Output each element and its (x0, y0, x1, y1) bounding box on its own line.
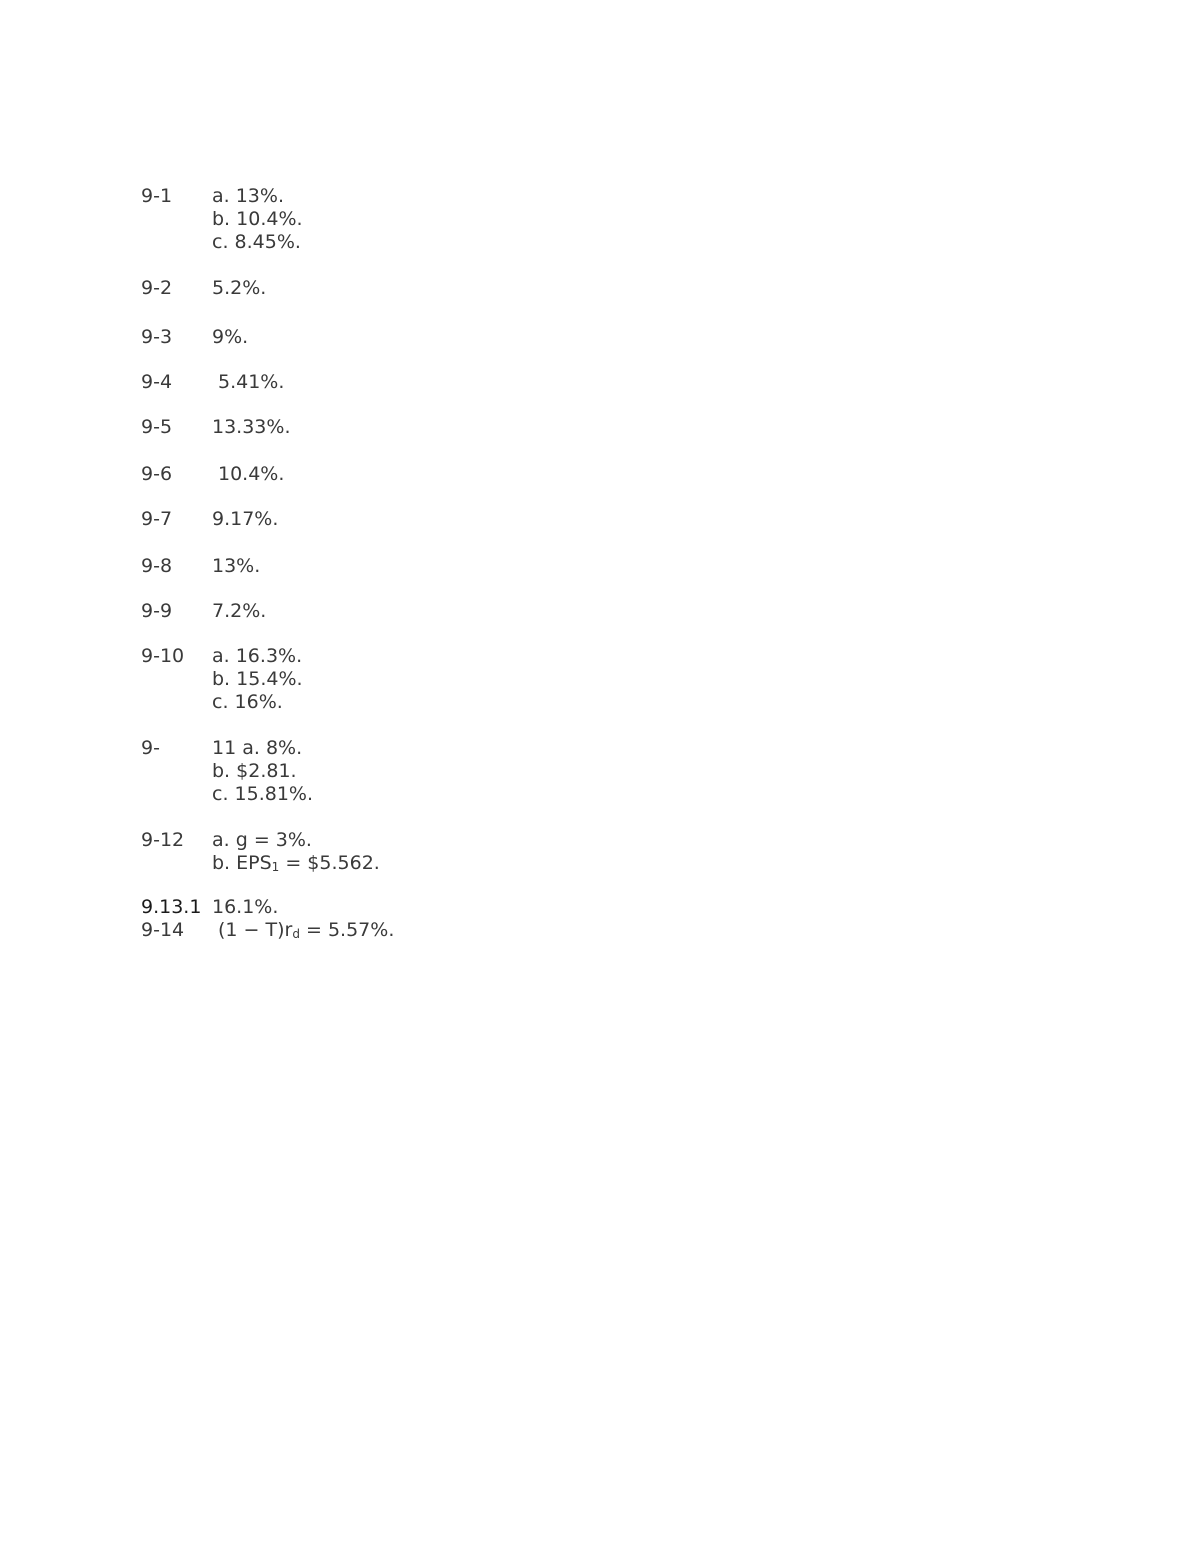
problem-number: 9-3 (141, 326, 173, 348)
formula-value: = 5.57%. (299, 919, 395, 941)
answer-text: 9%. (212, 326, 249, 348)
problem-number: 9-4 (141, 371, 173, 393)
eps-value: = $5.562. (279, 852, 380, 874)
debt-subscript: d (292, 927, 300, 941)
answer-text: 11 a. 8%. (212, 737, 303, 759)
answer-entry (141, 463, 841, 486)
answer-text: 10.4%. (218, 463, 285, 485)
answer-line (141, 852, 841, 875)
answer-text: 5.2%. (212, 277, 267, 299)
problem-number: 9.13.1 (141, 896, 202, 918)
answer-entry (141, 508, 841, 531)
answer-text: c. 16%. (212, 691, 283, 713)
answer-line (141, 555, 841, 578)
answer-line (141, 691, 841, 714)
answer-entry (141, 371, 841, 394)
eps-subscript: 1 (271, 860, 280, 874)
answer-entry (141, 600, 841, 623)
answer-line (141, 896, 841, 919)
answer-entry (141, 645, 841, 714)
answer-line (141, 668, 841, 691)
answer-line (141, 231, 841, 254)
problem-number: 9-12 (141, 829, 185, 851)
tax-formula: (1 − T)r (218, 919, 293, 941)
answer-text: a. g = 3%. (212, 829, 312, 851)
problem-number: 9-8 (141, 555, 173, 577)
answer-line (141, 783, 841, 806)
answer-line (141, 829, 841, 852)
answer-entry (141, 326, 841, 349)
problem-number: 9-6 (141, 463, 173, 485)
answer-entry (141, 555, 841, 578)
problem-number: 9-9 (141, 600, 173, 622)
answer-entry (141, 737, 841, 806)
answer-line (141, 463, 841, 486)
answer-text: 13.33%. (212, 416, 291, 438)
answer-text: a. 16.3%. (212, 645, 303, 667)
problem-number: 9-14 (141, 919, 185, 941)
answer-line (141, 208, 841, 231)
answer-entry (141, 185, 841, 254)
answer-text: b. 15.4%. (212, 668, 303, 690)
answer-line (141, 371, 841, 394)
answer-text (218, 919, 394, 946)
answer-line (141, 508, 841, 531)
answer-entry (141, 416, 841, 439)
answer-entry (141, 277, 841, 300)
answer-text: c. 15.81%. (212, 783, 314, 805)
answer-text: b. 10.4%. (212, 208, 303, 230)
answer-line (141, 919, 841, 942)
answer-line (141, 760, 841, 783)
problem-number: 9-2 (141, 277, 173, 299)
problem-number: 9-10 (141, 645, 185, 667)
answer-text: 9.17%. (212, 508, 279, 530)
answer-text: c. 8.45%. (212, 231, 301, 253)
problem-number: 9-7 (141, 508, 173, 530)
answer-line (141, 326, 841, 349)
answer-line (141, 737, 841, 760)
answer-line (141, 185, 841, 208)
answer-text: a. 13%. (212, 185, 284, 207)
problem-number: 9- (141, 737, 160, 759)
answer-text (212, 852, 380, 879)
answer-line (141, 416, 841, 439)
answer-text: 16.1%. (212, 896, 279, 918)
answer-text: 5.41%. (218, 371, 285, 393)
answer-text: 13%. (212, 555, 261, 577)
problem-number: 9-1 (141, 185, 173, 207)
eps-label: b. EPS (212, 852, 272, 874)
problem-number: 9-5 (141, 416, 173, 438)
answer-entry (141, 896, 841, 942)
answer-line (141, 600, 841, 623)
answer-line (141, 645, 841, 668)
answer-text: b. $2.81. (212, 760, 297, 782)
answer-line (141, 277, 841, 300)
answer-text: 7.2%. (212, 600, 267, 622)
answer-entry (141, 829, 841, 875)
